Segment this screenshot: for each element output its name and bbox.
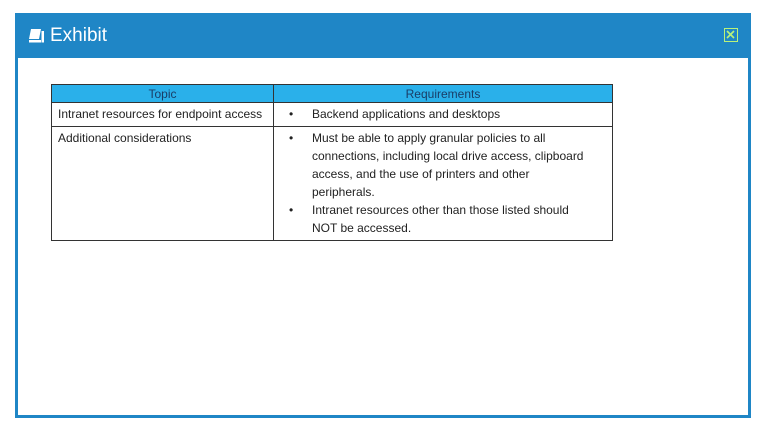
- exhibit-icon: [28, 27, 46, 45]
- close-button[interactable]: [724, 28, 738, 42]
- table-row: [52, 103, 613, 127]
- topic-cell: Intranet resources for endpoint access: [52, 103, 274, 127]
- header-topic: Topic: [52, 85, 274, 103]
- list-item: • Backend applications and desktops: [312, 105, 594, 123]
- exhibit-content: [18, 58, 748, 415]
- header-requirements: Requirements: [274, 85, 613, 103]
- requirements-cell: [274, 103, 613, 127]
- requirements-table: [51, 84, 613, 241]
- requirements-list: [280, 105, 606, 123]
- close-icon: [726, 30, 735, 39]
- table-header-row: [52, 85, 613, 103]
- requirements-list: [280, 129, 606, 237]
- window-title: Exhibit: [50, 25, 108, 46]
- exhibit-window: [15, 13, 751, 418]
- title-bar: [18, 16, 748, 58]
- table-row: [52, 127, 613, 241]
- list-item: • Must be able to apply granular policies to all connections, including local drive access, clipboard access, and the use of printers and other peripherals.: [312, 129, 594, 201]
- topic-cell: Additional considerations: [52, 127, 274, 241]
- requirements-cell: [274, 127, 613, 241]
- list-item: • Intranet resources other than those listed should NOT be accessed.: [312, 201, 594, 237]
